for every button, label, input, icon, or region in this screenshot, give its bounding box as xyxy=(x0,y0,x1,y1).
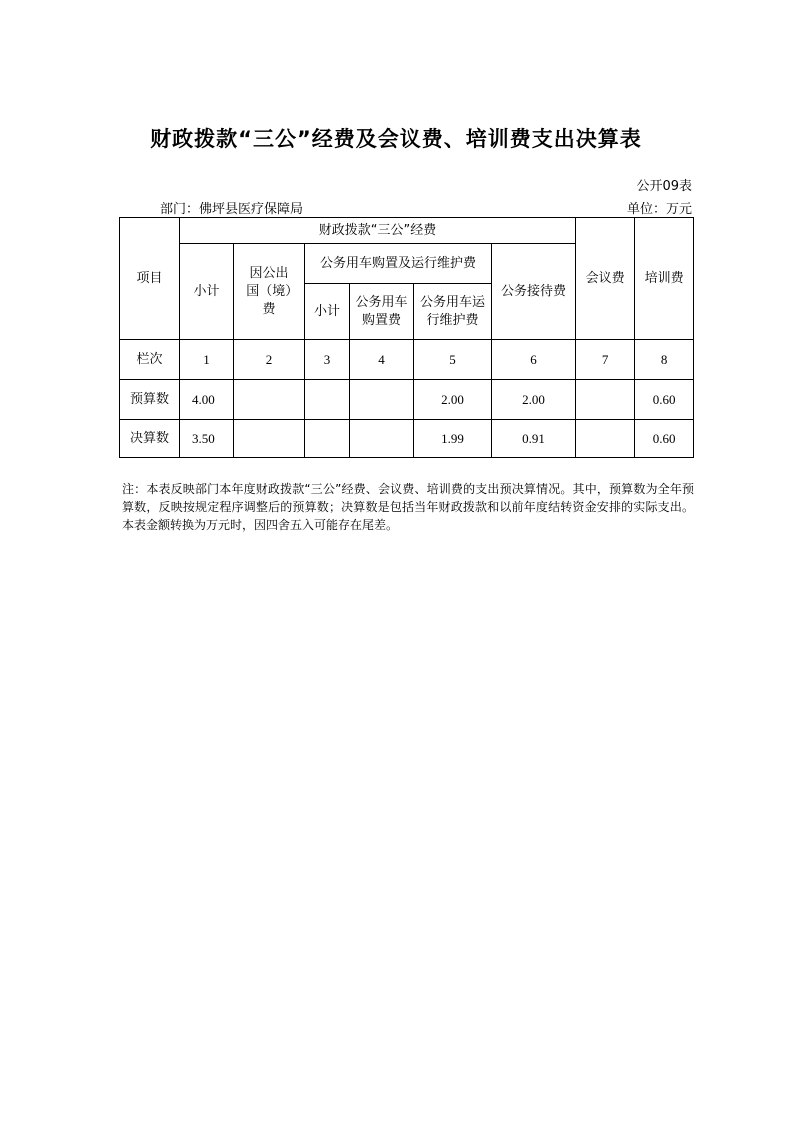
cell: 4 xyxy=(350,340,414,380)
cell: 4.00 xyxy=(180,380,234,420)
row-label: 预算数 xyxy=(120,380,180,420)
header-vehicle-purchase: 公务用车购置费 xyxy=(350,284,414,340)
cell xyxy=(576,420,635,458)
header-reception: 公务接待费 xyxy=(492,244,576,340)
header-three-public: 财政拨款“三公”经费 xyxy=(180,218,576,244)
cell: 0.60 xyxy=(635,420,694,458)
cell xyxy=(350,420,414,458)
footnote: 注：本表反映部门本年度财政拨款“三公”经费、会议费、培训费的支出预决算情况。其中，预算数为全年预算数，反映按规定程序调整后的预算数；决算数是包括当年财政拨款和以前年度结转资金安排的实际支出。本表金额转换为万元时，因四舍五入可能存在尾差。 xyxy=(122,482,694,532)
unit-label: 单位：万元 xyxy=(626,202,692,217)
header-vehicle-group: 公务用车购置及运行维护费 xyxy=(305,244,492,284)
cell: 2 xyxy=(234,340,305,380)
table-row xyxy=(120,420,694,458)
header-abroad: 因公出国（境）费 xyxy=(234,244,305,340)
cell: 0.60 xyxy=(635,380,694,420)
cell xyxy=(576,380,635,420)
header-vehicle-operation: 公务用车运行维护费 xyxy=(414,284,492,340)
cell: 3 xyxy=(305,340,350,380)
cell: 6 xyxy=(492,340,576,380)
cell xyxy=(305,380,350,420)
page-title: 财政拨款“三公”经费及会议费、培训费支出决算表 xyxy=(150,127,642,151)
cell xyxy=(234,380,305,420)
table-row xyxy=(120,380,694,420)
form-number: 公开09表 xyxy=(636,179,692,194)
cell xyxy=(350,380,414,420)
row-label: 栏次 xyxy=(120,340,180,380)
row-label: 决算数 xyxy=(120,420,180,458)
cell: 2.00 xyxy=(414,380,492,420)
cell xyxy=(234,420,305,458)
cell: 1.99 xyxy=(414,420,492,458)
cell: 1 xyxy=(180,340,234,380)
header-subtotal: 小计 xyxy=(180,244,234,340)
cell: 8 xyxy=(635,340,694,380)
cell xyxy=(305,420,350,458)
cell: 5 xyxy=(414,340,492,380)
column-index-row xyxy=(120,340,694,380)
header-training: 培训费 xyxy=(635,218,694,340)
header-item: 项目 xyxy=(120,218,180,340)
cell: 7 xyxy=(576,340,635,380)
cell: 3.50 xyxy=(180,420,234,458)
expense-table xyxy=(119,217,694,458)
cell: 2.00 xyxy=(492,380,576,420)
cell: 0.91 xyxy=(492,420,576,458)
header-row-1 xyxy=(120,218,694,244)
header-meeting: 会议费 xyxy=(576,218,635,340)
header-vehicle-subtotal: 小计 xyxy=(305,284,350,340)
department-label: 部门：佛坪县医疗保障局 xyxy=(160,202,304,217)
